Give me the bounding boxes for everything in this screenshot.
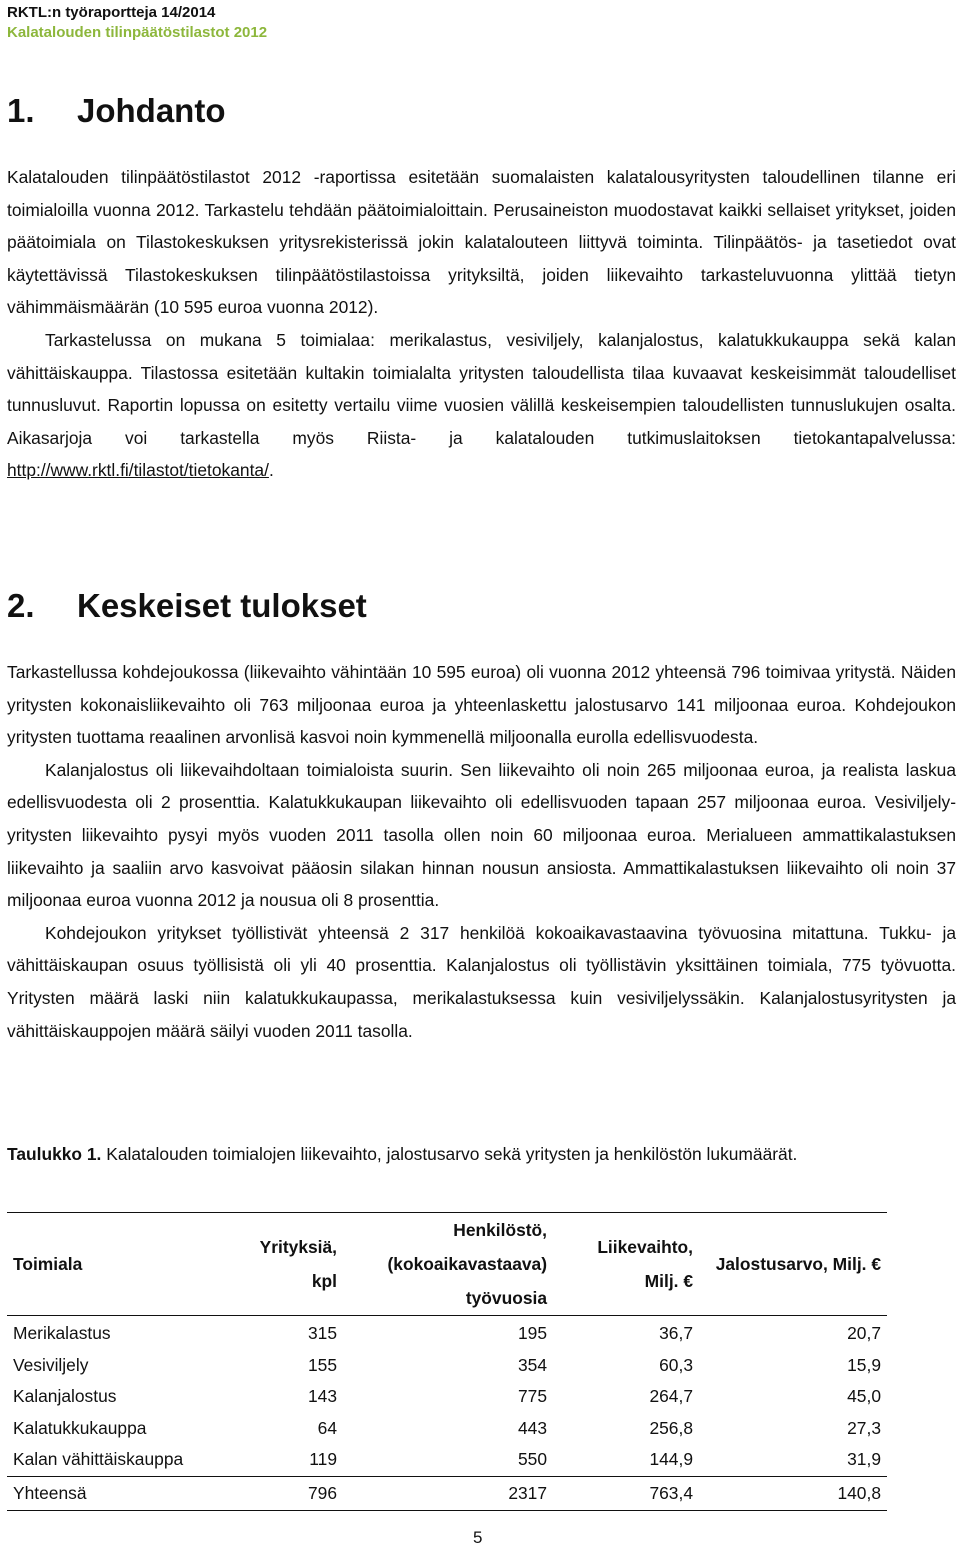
section-1-paragraph-1: Kalatalouden tilinpäätöstilastot 2012 -raportissa esitetään suomalaisten kalatalousyritysten taloudellinen tilanne eri toimialoilla vuonna 2012. Tarkastelu tehdään päätoimialoittain. Perusaineiston muodostavat kaikki sellaiset yritykset, joiden päätoimiala on Tilastokeskuksen yritysrekisterissä jokin kalatalouteen liittyvä toiminta. Tilinpäätös- ja tasetiedot ovat käytettävissä Tilastokeskuksen tilinpäätöstilastoissa yrityksiltä, joiden liikevaihto tarkasteluvuonna ylittää tietyn vähimmäismäärän (10 595 euroa vuonna 2012). bbox=[7, 167, 956, 318]
cell-name: Yhteensä bbox=[7, 1476, 225, 1510]
fisheries-table bbox=[7, 1212, 887, 1511]
cell-name: Vesiviljely bbox=[13, 1354, 89, 1375]
cell-name: Merikalastus bbox=[13, 1323, 111, 1343]
cell-liikevaihto: 60,3 bbox=[659, 1354, 693, 1375]
table-caption-label: Taulukko 1. bbox=[7, 1144, 102, 1164]
cell-yrityksia: 155 bbox=[307, 1354, 337, 1375]
table-row bbox=[7, 1413, 887, 1445]
section-1-paragraph-2 bbox=[7, 324, 956, 487]
running-header bbox=[7, 3, 267, 43]
section-1-paragraph-2-end: . bbox=[268, 460, 274, 481]
table-row bbox=[7, 1350, 887, 1382]
header-jalostusarvo: Jalostusarvo, Milj. € bbox=[715, 1254, 881, 1274]
cell-yrityksia: 64 bbox=[317, 1417, 337, 1438]
table-row bbox=[7, 1316, 887, 1350]
database-link[interactable]: http://www.rktl.fi/tilastot/tietokanta/ bbox=[7, 460, 269, 481]
section-1-paragraph-2-text: Tarkastelussa on mukana 5 toimialaa: merikalastus, vesiviljely, kalanjalostus, kalatukkukauppa sekä kalan vähittäiskauppa. Tilastossa esitetään kultakin toimialalta yritysten taloudellista tilaa kuvaavat keskeisimmät taloudelliset tunnusluvut. Raportin lopussa on esitetty vertailu viime vuosien välillä keskeisempien taloudellisten tunnuslukujen osalta. Aikasarjoja voi tarkastella myös Riista- ja kalatalouden tutkimuslaitoksen tietokantapalvelussa: bbox=[7, 329, 956, 448]
table-caption-text: Kalatalouden toimialojen liikevaihto, jalostusarvo sekä yritysten ja henkilöstön lukumäärät. bbox=[101, 1144, 798, 1164]
header-henkilosto: Henkilöstö, (kokoaikavastaava) työvuosia bbox=[387, 1220, 547, 1308]
header-toimiala: Toimiala bbox=[13, 1254, 83, 1274]
section-2-title: Keskeiset tulokset bbox=[77, 587, 367, 624]
cell-henkilosto: 443 bbox=[517, 1417, 547, 1438]
section-2-paragraph-1: Tarkastellussa kohdejoukossa (liikevaihto vähintään 10 595 euroa) oli vuonna 2012 yhteensä 796 toimivaa yritystä. Näiden yritysten kokonaisliikevaihto oli 763 miljoonaa euroa ja yhteenlaskettu jalostusarvo 141 miljoonaa euroa. Kohdejoukon yritysten tuottama reaalinen arvonlisä kasvoi noin kymmenellä miljoonalla eurolla edellisvuodesta. bbox=[7, 662, 956, 748]
cell-liikevaihto: 763,4 bbox=[553, 1476, 699, 1510]
cell-liikevaihto: 264,7 bbox=[649, 1386, 693, 1406]
section-2-heading bbox=[7, 586, 367, 626]
header-liikevaihto: Liikevaihto, Milj. € bbox=[597, 1237, 693, 1291]
section-2-paragraph-3: Kohdejoukon yritykset työllistivät yhteensä 2 317 henkilöä kokoaikavastaavina työvuosina mitattuna. Tukku- ja vähittäiskaupan osuus työllisistä oli yli 40 prosenttia. Kalanjalostus oli työllistävin yksittäinen toimiala, 775 työvuotta. Yritysten määrä laski niin kalatukkukaupassa, merikalastuksessa kuin vesiviljelyssäkin. Kalanjalostusyritysten ja vähittäiskauppojen määrä säilyi vuoden 2011 tasolla. bbox=[7, 922, 956, 1041]
cell-liikevaihto: 256,8 bbox=[649, 1417, 693, 1438]
cell-yrityksia: 143 bbox=[307, 1386, 337, 1406]
cell-henkilosto: 2317 bbox=[343, 1476, 553, 1510]
table-row bbox=[7, 1381, 887, 1413]
report-series: RKTL:n työraportteja 14/2014 bbox=[7, 4, 216, 21]
cell-liikevaihto: 36,7 bbox=[659, 1323, 693, 1343]
table-header-row bbox=[7, 1213, 887, 1316]
cell-henkilosto: 775 bbox=[517, 1386, 547, 1406]
section-2-body bbox=[7, 656, 956, 1047]
cell-yrityksia: 315 bbox=[307, 1323, 337, 1343]
cell-henkilosto: 195 bbox=[517, 1323, 547, 1343]
page-number: 5 bbox=[473, 1528, 483, 1547]
cell-name: Kalanjalostus bbox=[13, 1386, 117, 1406]
cell-jalostusarvo: 31,9 bbox=[847, 1449, 881, 1469]
cell-yrityksia: 796 bbox=[225, 1476, 343, 1510]
section-1-title: Johdanto bbox=[77, 92, 226, 129]
table-caption bbox=[7, 1138, 947, 1171]
report-title: Kalatalouden tilinpäätöstilastot 2012 bbox=[7, 24, 268, 41]
cell-yrityksia: 119 bbox=[309, 1449, 337, 1469]
cell-name: Kalan vähittäiskauppa bbox=[13, 1449, 184, 1469]
cell-henkilosto: 550 bbox=[517, 1449, 547, 1469]
section-2-paragraph-2: Kalanjalostus oli liikevaihdoltaan toimialoista suurin. Sen liikevaihto oli noin 265 miljoonaa euroa, ja realista laskua edellisvuodesta oli 2 prosenttia. Kalatukkukaupan liikevaihto oli edellisvuoden tapaan 257 miljoonaa euroa. Vesiviljely-yritysten liikevaihto pysyi myös vuoden 2011 tasolla ollen noin 60 miljoonaa euroa. Merialueen ammattikalastuksen liikevaihto ja saaliin arvo kasvoivat pääosin silakan hinnan nousun ansiosta. Ammattikalastuksen liikevaihto oli noin 37 miljoonaa euroa vuonna 2012 ja nousua oli 8 prosenttia. bbox=[7, 759, 956, 911]
header-yrityksia: Yrityksiä, kpl bbox=[259, 1237, 337, 1291]
cell-jalostusarvo: 140,8 bbox=[699, 1476, 887, 1510]
cell-jalostusarvo: 15,9 bbox=[847, 1354, 881, 1375]
cell-henkilosto: 354 bbox=[517, 1354, 547, 1375]
section-2-number: 2. bbox=[7, 587, 35, 624]
section-1-body bbox=[7, 161, 956, 487]
cell-liikevaihto: 144,9 bbox=[649, 1449, 693, 1469]
cell-jalostusarvo: 27,3 bbox=[847, 1417, 881, 1438]
cell-jalostusarvo: 20,7 bbox=[847, 1323, 881, 1343]
section-1-heading bbox=[7, 91, 225, 131]
cell-jalostusarvo: 45,0 bbox=[847, 1386, 881, 1406]
table-row bbox=[7, 1444, 887, 1476]
table-total-row bbox=[7, 1476, 887, 1510]
cell-name: Kalatukkukauppa bbox=[13, 1417, 147, 1438]
section-1-number: 1. bbox=[7, 92, 35, 129]
